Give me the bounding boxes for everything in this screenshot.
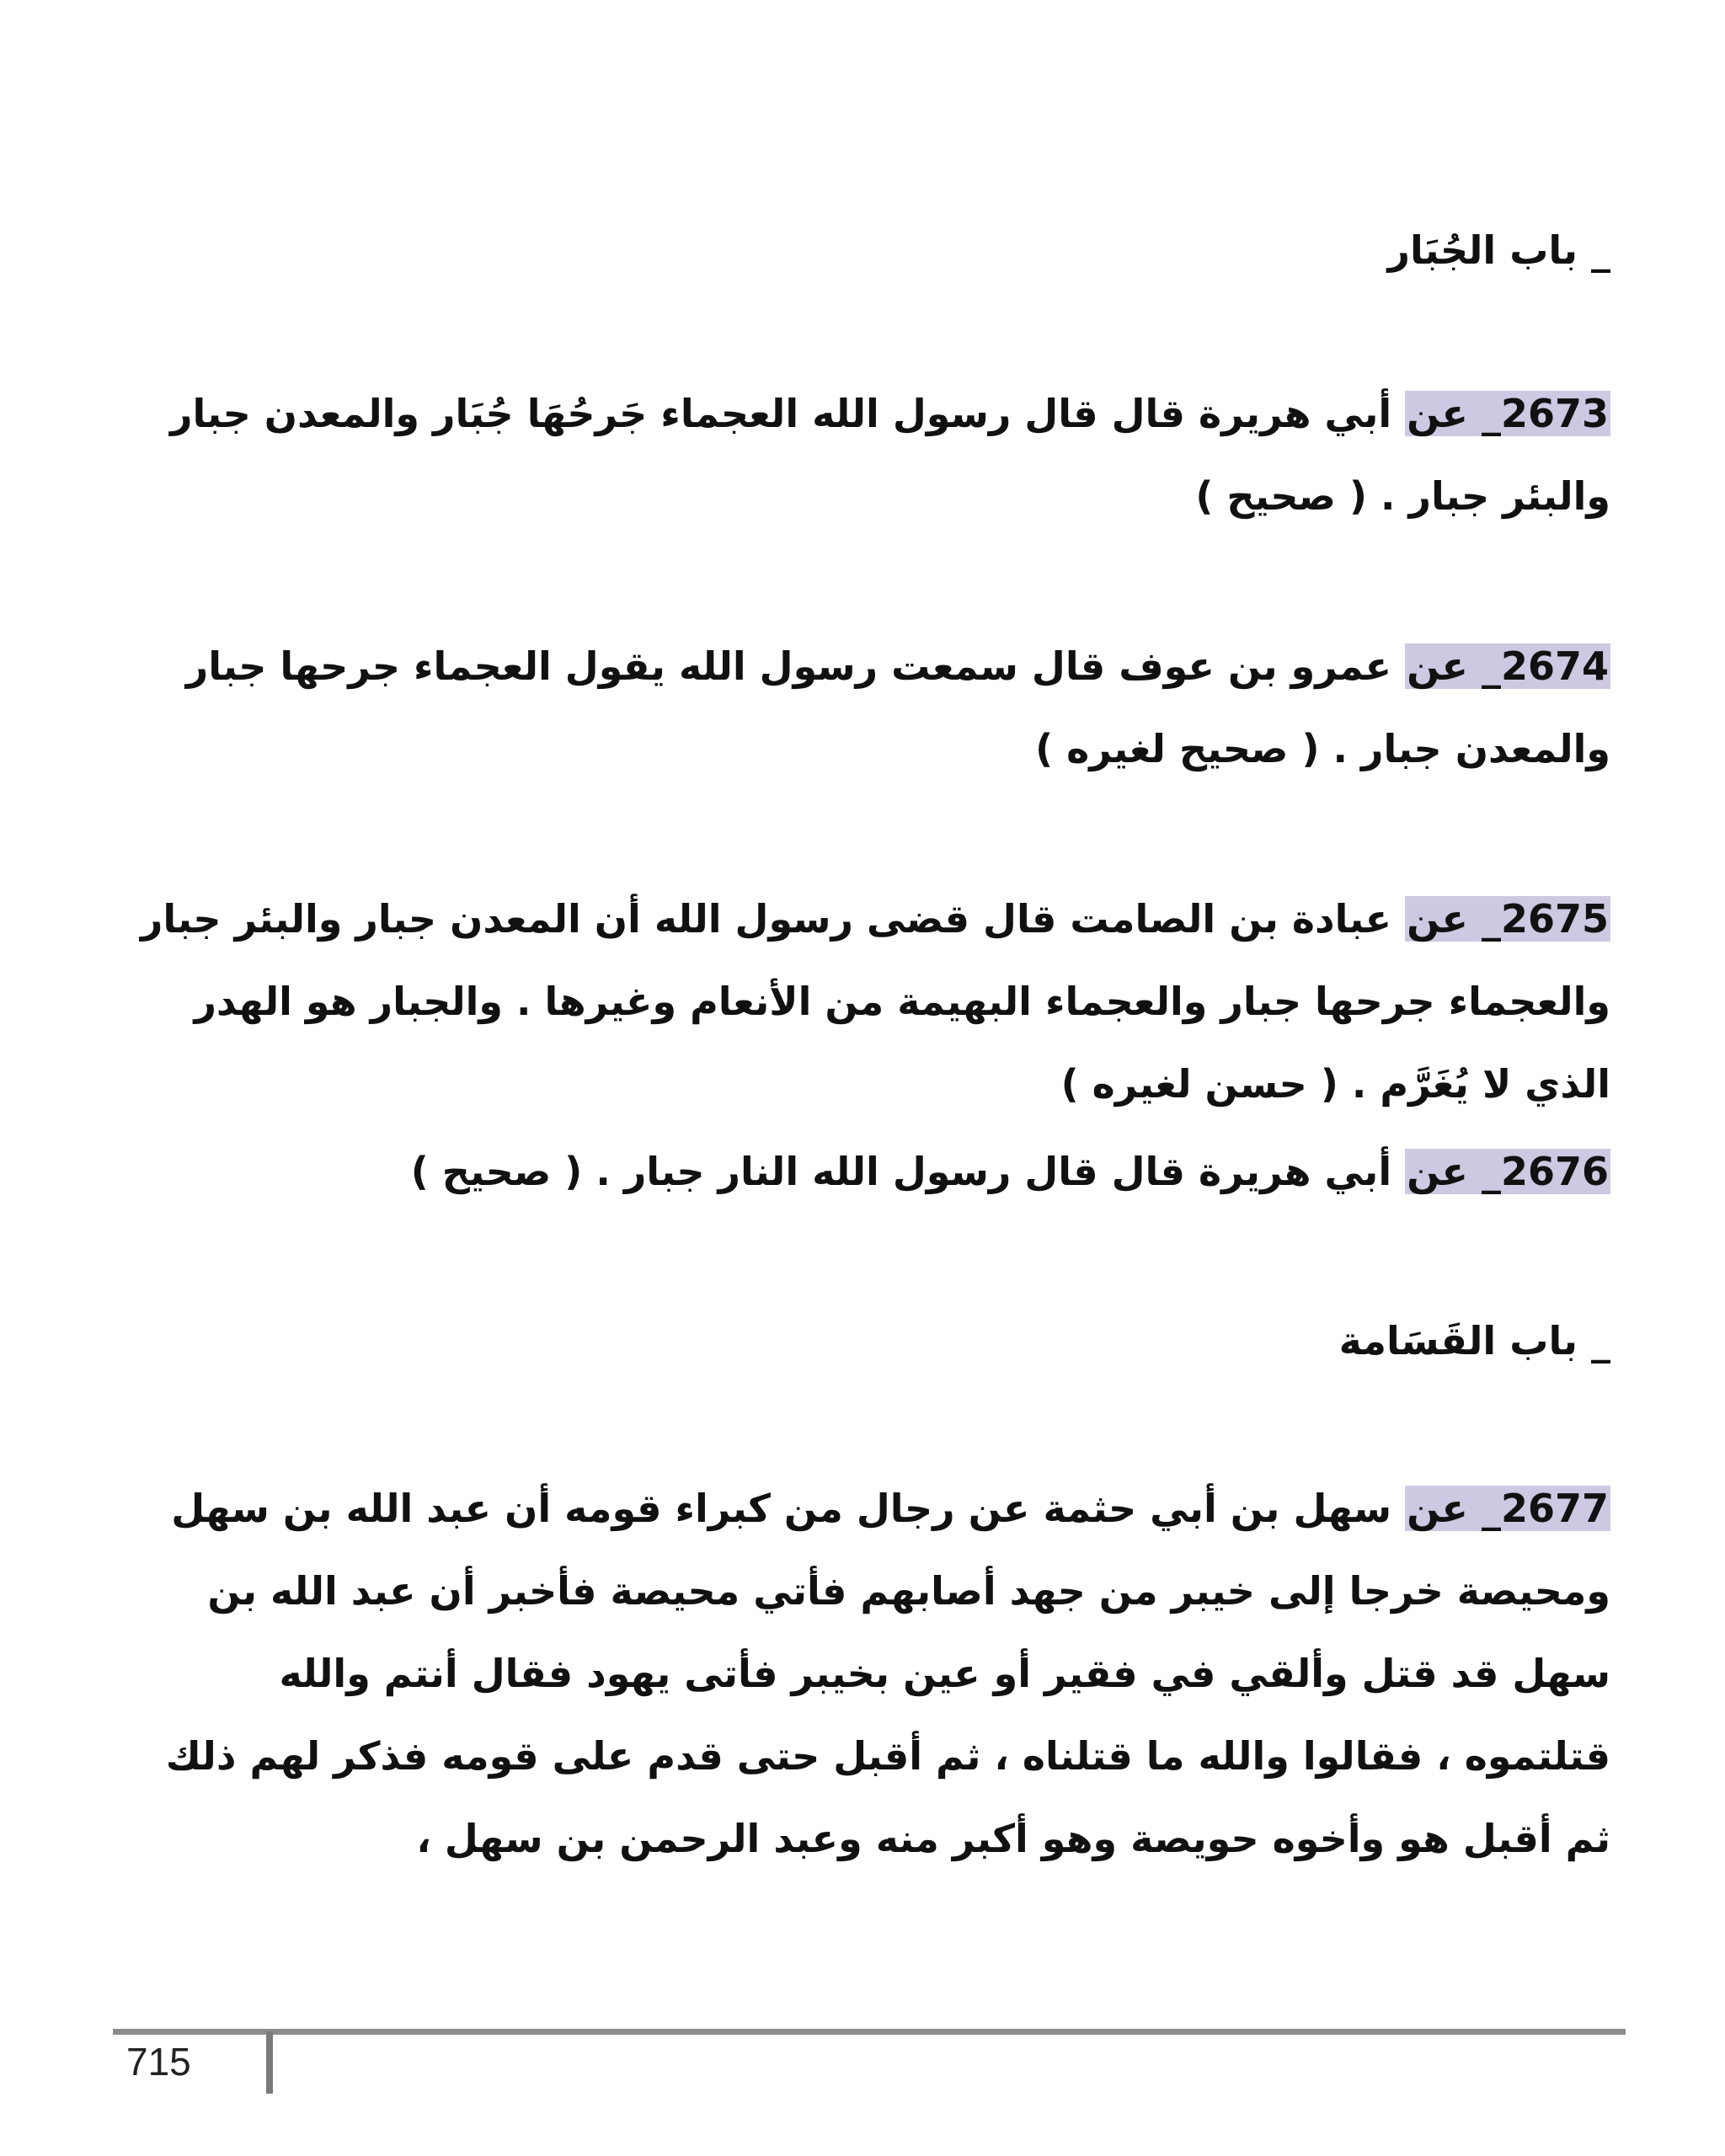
hadith-number: 2673 [1500,391,1609,436]
hadith-number: 2676 [1500,1149,1609,1194]
footer-rule [113,2029,1626,2035]
section-heading-jubar: _ باب الجُبَار [1387,227,1610,273]
hadith-2673 [126,372,1610,537]
hadith-prefix: _ عن [1407,1486,1501,1531]
hadith-2676 [126,1130,1610,1213]
hadith-label [1405,1486,1610,1531]
section-heading-qasama: _ باب القَسَامة [1338,1318,1610,1364]
hadith-label [1405,1149,1610,1194]
hadith-prefix: _ عن [1407,643,1501,689]
page-number: 715 [126,2040,191,2084]
hadith-number: 2674 [1500,643,1609,689]
hadith-prefix: _ عن [1407,1149,1501,1194]
hadith-text: عمرو بن عوف قال سمعت رسول الله يقول العجماء جرحها جبار والمعدن جبار . ( صحيح لغيره ) [185,643,1610,771]
hadith-prefix: _ عن [1407,896,1501,942]
hadith-text: عبادة بن الصامت قال قضى رسول الله أن المعدن جبار والبئر جبار والعجماء جرحها جبار والعجماء البهيمة من الأنعام وغيرها . والجبار هو الهدر الذي لا يُغَرَّم . ( حسن لغيره ) [140,896,1610,1107]
hadith-number: 2675 [1500,896,1609,942]
hadith-label [1405,391,1610,436]
hadith-2675 [126,878,1610,1125]
hadith-2677 [126,1467,1610,1880]
hadith-text: أبي هريرة قال قال رسول الله النار جبار . ( صحيح ) [410,1149,1406,1194]
hadith-text: أبي هريرة قال قال رسول الله العجماء جَرحُهَا جُبَار والمعدن جبار والبئر جبار . ( صحيح ) [170,391,1610,519]
hadith-number: 2677 [1500,1486,1609,1531]
hadith-text: سهل بن أبي حثمة عن رجال من كبراء قومه أن عبد الله بن سهل ومحيصة خرجا إلى خيبر من جهد أصابهم فأتي محيصة فأخبر أن عبد الله بن سهل قد قتل وألقي في فقير أو عين بخيبر فأتى يهود فقال أنتم والله قتلتموه ، فقالوا والله ما قتلناه ، ثم أقبل حتى قدم على قومه فذكر لهم ذلك ثم أقبل هو وأخوه حويصة وهو أكبر منه وعبد الرحمن بن سهل ، [165,1486,1610,1861]
hadith-label [1405,896,1610,942]
footer-divider-tick [266,2031,273,2094]
hadith-2674 [126,625,1610,790]
hadith-prefix: _ عن [1407,391,1501,436]
hadith-label [1405,643,1610,689]
